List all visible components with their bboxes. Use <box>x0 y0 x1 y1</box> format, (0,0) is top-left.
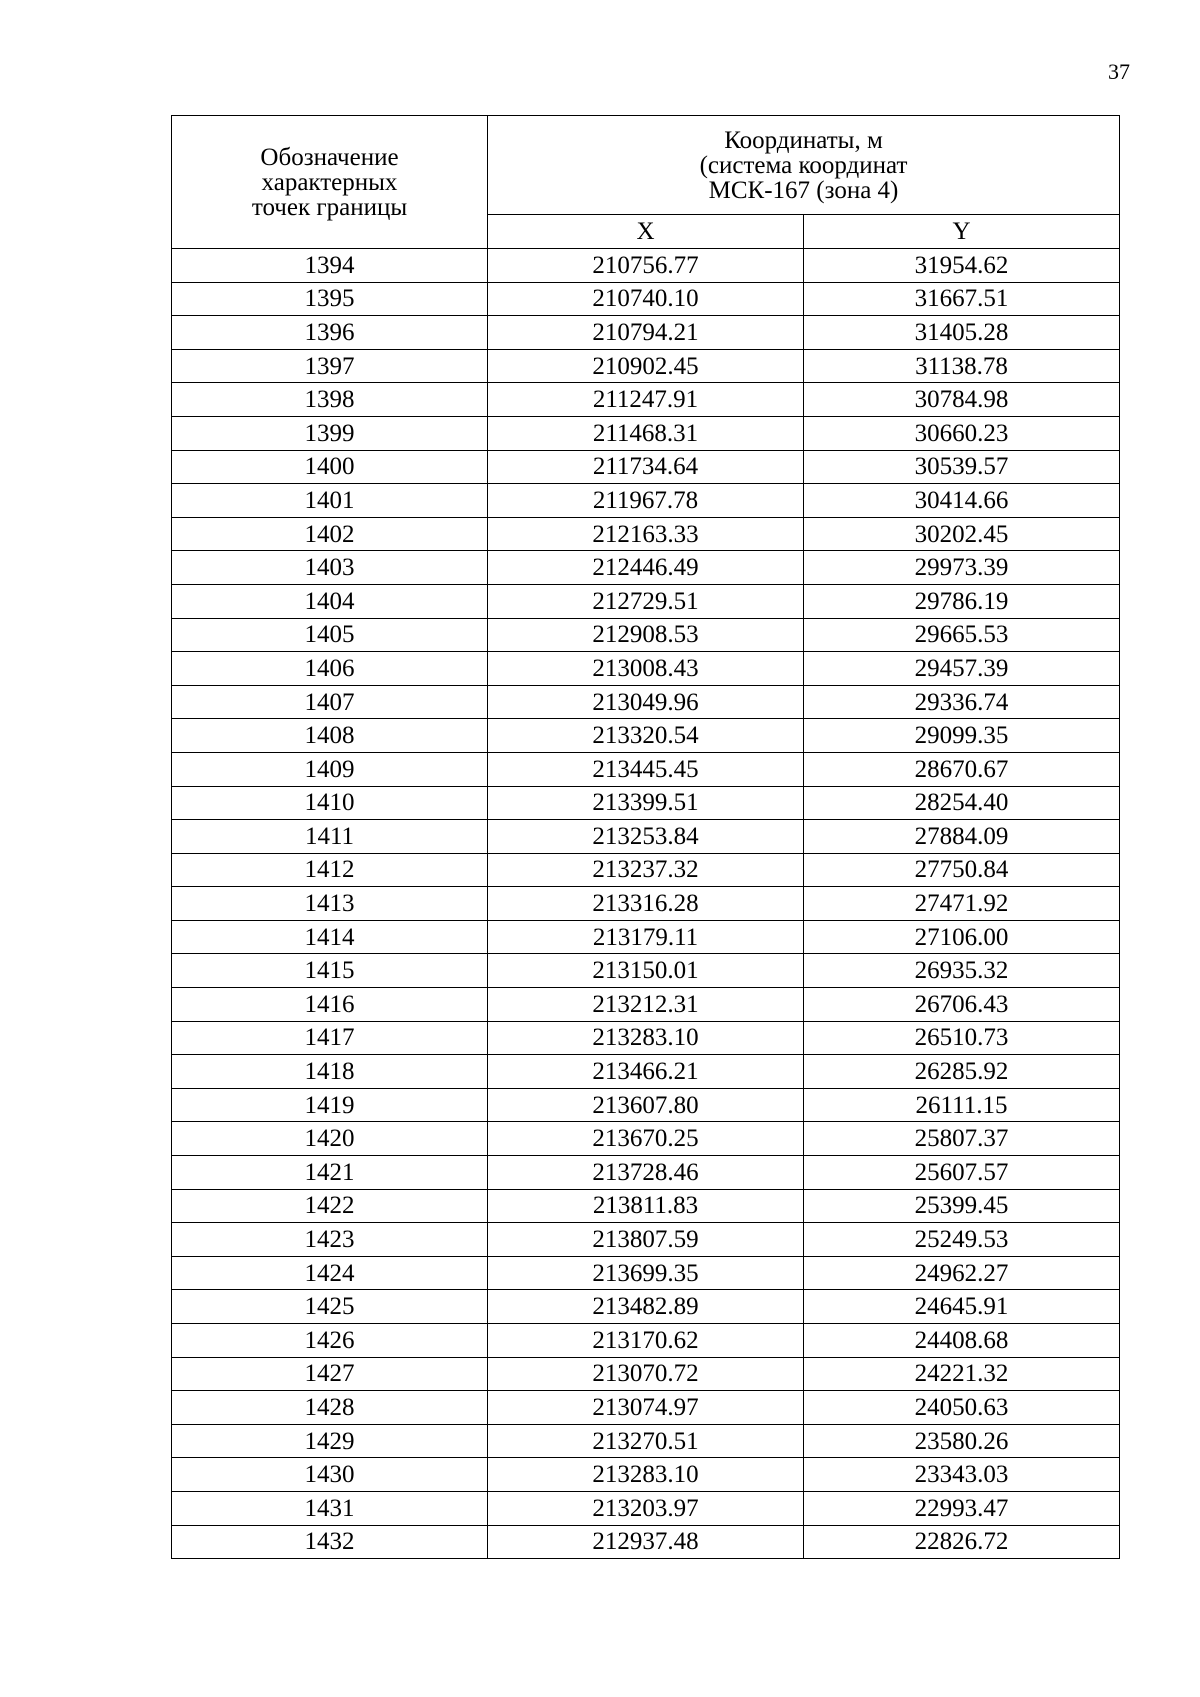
cell-point: 1399 <box>172 416 488 450</box>
cell-point: 1395 <box>172 282 488 316</box>
cell-x: 210794.21 <box>488 316 804 350</box>
cell-y: 28670.67 <box>804 752 1120 786</box>
cell-x: 212937.48 <box>488 1525 804 1559</box>
table-body <box>172 249 1120 1559</box>
header-x: X <box>488 215 804 249</box>
cell-x: 213399.51 <box>488 786 804 820</box>
cell-point: 1424 <box>172 1256 488 1290</box>
cell-point: 1414 <box>172 920 488 954</box>
cell-point: 1423 <box>172 1223 488 1257</box>
cell-x: 212908.53 <box>488 618 804 652</box>
cell-y: 29457.39 <box>804 652 1120 686</box>
cell-x: 210740.10 <box>488 282 804 316</box>
cell-x: 213807.59 <box>488 1223 804 1257</box>
cell-point: 1405 <box>172 618 488 652</box>
cell-x: 213728.46 <box>488 1156 804 1190</box>
cell-x: 213316.28 <box>488 887 804 921</box>
table-row <box>172 416 1120 450</box>
header-coords-line: МСК-167 (зона 4) <box>708 176 899 204</box>
cell-point: 1413 <box>172 887 488 921</box>
cell-y: 30414.66 <box>804 484 1120 518</box>
cell-y: 26510.73 <box>804 1021 1120 1055</box>
cell-y: 23343.03 <box>804 1458 1120 1492</box>
table-row <box>172 1223 1120 1257</box>
cell-x: 213049.96 <box>488 685 804 719</box>
cell-x: 213170.62 <box>488 1324 804 1358</box>
cell-y: 26285.92 <box>804 1055 1120 1089</box>
table-row <box>172 820 1120 854</box>
header-point-line: точек границы <box>251 193 408 221</box>
table-row <box>172 282 1120 316</box>
cell-x: 213283.10 <box>488 1021 804 1055</box>
cell-y: 30539.57 <box>804 450 1120 484</box>
cell-y: 24962.27 <box>804 1256 1120 1290</box>
cell-x: 213320.54 <box>488 719 804 753</box>
table-row <box>172 752 1120 786</box>
cell-point: 1394 <box>172 249 488 283</box>
cell-x: 213212.31 <box>488 988 804 1022</box>
table-row <box>172 1458 1120 1492</box>
cell-x: 213270.51 <box>488 1424 804 1458</box>
cell-y: 31667.51 <box>804 282 1120 316</box>
table-row <box>172 1088 1120 1122</box>
cell-point: 1404 <box>172 584 488 618</box>
cell-y: 31954.62 <box>804 249 1120 283</box>
cell-x: 213070.72 <box>488 1357 804 1391</box>
coordinates-table <box>171 115 1120 1559</box>
table-header-row <box>172 116 1120 215</box>
table-row <box>172 685 1120 719</box>
cell-point: 1400 <box>172 450 488 484</box>
cell-y: 30784.98 <box>804 383 1120 417</box>
cell-point: 1412 <box>172 853 488 887</box>
page-number: 37 <box>1108 59 1130 84</box>
table-row <box>172 551 1120 585</box>
table-row <box>172 1525 1120 1559</box>
table-row <box>172 1189 1120 1223</box>
cell-y: 28254.40 <box>804 786 1120 820</box>
table-row <box>172 887 1120 921</box>
cell-x: 213253.84 <box>488 820 804 854</box>
cell-x: 212163.33 <box>488 517 804 551</box>
cell-x: 212446.49 <box>488 551 804 585</box>
cell-y: 25807.37 <box>804 1122 1120 1156</box>
cell-x: 213466.21 <box>488 1055 804 1089</box>
cell-y: 27884.09 <box>804 820 1120 854</box>
header-point-line: характерных <box>261 168 398 196</box>
cell-y: 23580.26 <box>804 1424 1120 1458</box>
header-point-line: Обозначение <box>260 143 399 171</box>
cell-x: 213607.80 <box>488 1088 804 1122</box>
cell-point: 1418 <box>172 1055 488 1089</box>
table-row <box>172 1256 1120 1290</box>
cell-y: 27106.00 <box>804 920 1120 954</box>
header-coordinates <box>488 116 1120 215</box>
table-row <box>172 1122 1120 1156</box>
cell-point: 1430 <box>172 1458 488 1492</box>
cell-point: 1425 <box>172 1290 488 1324</box>
cell-y: 24408.68 <box>804 1324 1120 1358</box>
cell-y: 24645.91 <box>804 1290 1120 1324</box>
table-row <box>172 988 1120 1022</box>
cell-point: 1408 <box>172 719 488 753</box>
cell-y: 27471.92 <box>804 887 1120 921</box>
header-coords-line: (система координат <box>699 151 908 179</box>
cell-y: 24221.32 <box>804 1357 1120 1391</box>
cell-point: 1411 <box>172 820 488 854</box>
cell-y: 29665.53 <box>804 618 1120 652</box>
cell-point: 1429 <box>172 1424 488 1458</box>
cell-point: 1398 <box>172 383 488 417</box>
cell-x: 213179.11 <box>488 920 804 954</box>
table-row <box>172 383 1120 417</box>
cell-x: 213699.35 <box>488 1256 804 1290</box>
cell-point: 1410 <box>172 786 488 820</box>
cell-y: 27750.84 <box>804 853 1120 887</box>
header-point-designation <box>172 116 488 249</box>
table-row <box>172 1491 1120 1525</box>
cell-point: 1403 <box>172 551 488 585</box>
cell-point: 1416 <box>172 988 488 1022</box>
cell-y: 26111.15 <box>804 1088 1120 1122</box>
cell-x: 211734.64 <box>488 450 804 484</box>
table-row <box>172 349 1120 383</box>
cell-y: 25607.57 <box>804 1156 1120 1190</box>
table-row <box>172 1156 1120 1190</box>
cell-y: 29336.74 <box>804 685 1120 719</box>
cell-y: 31138.78 <box>804 349 1120 383</box>
table-row <box>172 584 1120 618</box>
cell-x: 212729.51 <box>488 584 804 618</box>
cell-x: 213008.43 <box>488 652 804 686</box>
cell-x: 213670.25 <box>488 1122 804 1156</box>
cell-x: 213074.97 <box>488 1391 804 1425</box>
cell-y: 31405.28 <box>804 316 1120 350</box>
table-row <box>172 1021 1120 1055</box>
table-row <box>172 786 1120 820</box>
cell-y: 30202.45 <box>804 517 1120 551</box>
cell-y: 25249.53 <box>804 1223 1120 1257</box>
cell-y: 29786.19 <box>804 584 1120 618</box>
cell-x: 213237.32 <box>488 853 804 887</box>
cell-point: 1401 <box>172 484 488 518</box>
cell-y: 25399.45 <box>804 1189 1120 1223</box>
cell-x: 213482.89 <box>488 1290 804 1324</box>
cell-point: 1406 <box>172 652 488 686</box>
cell-x: 211247.91 <box>488 383 804 417</box>
table-row <box>172 1290 1120 1324</box>
cell-x: 213283.10 <box>488 1458 804 1492</box>
cell-point: 1426 <box>172 1324 488 1358</box>
cell-y: 29973.39 <box>804 551 1120 585</box>
cell-point: 1431 <box>172 1491 488 1525</box>
header-y: Y <box>804 215 1120 249</box>
table-row <box>172 517 1120 551</box>
table-row <box>172 1424 1120 1458</box>
table-row <box>172 316 1120 350</box>
cell-point: 1402 <box>172 517 488 551</box>
cell-y: 30660.23 <box>804 416 1120 450</box>
cell-point: 1409 <box>172 752 488 786</box>
cell-y: 26706.43 <box>804 988 1120 1022</box>
cell-point: 1419 <box>172 1088 488 1122</box>
table-row <box>172 249 1120 283</box>
table-row <box>172 719 1120 753</box>
cell-x: 210902.45 <box>488 349 804 383</box>
cell-x: 211468.31 <box>488 416 804 450</box>
table-row <box>172 652 1120 686</box>
table-row <box>172 853 1120 887</box>
table-row <box>172 920 1120 954</box>
table-row <box>172 450 1120 484</box>
cell-x: 210756.77 <box>488 249 804 283</box>
cell-x: 213203.97 <box>488 1491 804 1525</box>
cell-point: 1396 <box>172 316 488 350</box>
cell-point: 1420 <box>172 1122 488 1156</box>
table-row <box>172 954 1120 988</box>
cell-y: 22993.47 <box>804 1491 1120 1525</box>
table-row <box>172 1391 1120 1425</box>
cell-point: 1421 <box>172 1156 488 1190</box>
cell-x: 213811.83 <box>488 1189 804 1223</box>
cell-point: 1432 <box>172 1525 488 1559</box>
table-row <box>172 1357 1120 1391</box>
table-row <box>172 1055 1120 1089</box>
table-row <box>172 618 1120 652</box>
cell-y: 24050.63 <box>804 1391 1120 1425</box>
table-row <box>172 484 1120 518</box>
cell-point: 1422 <box>172 1189 488 1223</box>
cell-x: 211967.78 <box>488 484 804 518</box>
cell-point: 1428 <box>172 1391 488 1425</box>
cell-x: 213445.45 <box>488 752 804 786</box>
cell-y: 29099.35 <box>804 719 1120 753</box>
table-row <box>172 1324 1120 1358</box>
header-coords-line: Координаты, м <box>724 126 883 154</box>
cell-x: 213150.01 <box>488 954 804 988</box>
cell-point: 1397 <box>172 349 488 383</box>
cell-y: 26935.32 <box>804 954 1120 988</box>
cell-point: 1417 <box>172 1021 488 1055</box>
cell-point: 1407 <box>172 685 488 719</box>
cell-point: 1427 <box>172 1357 488 1391</box>
cell-point: 1415 <box>172 954 488 988</box>
cell-y: 22826.72 <box>804 1525 1120 1559</box>
